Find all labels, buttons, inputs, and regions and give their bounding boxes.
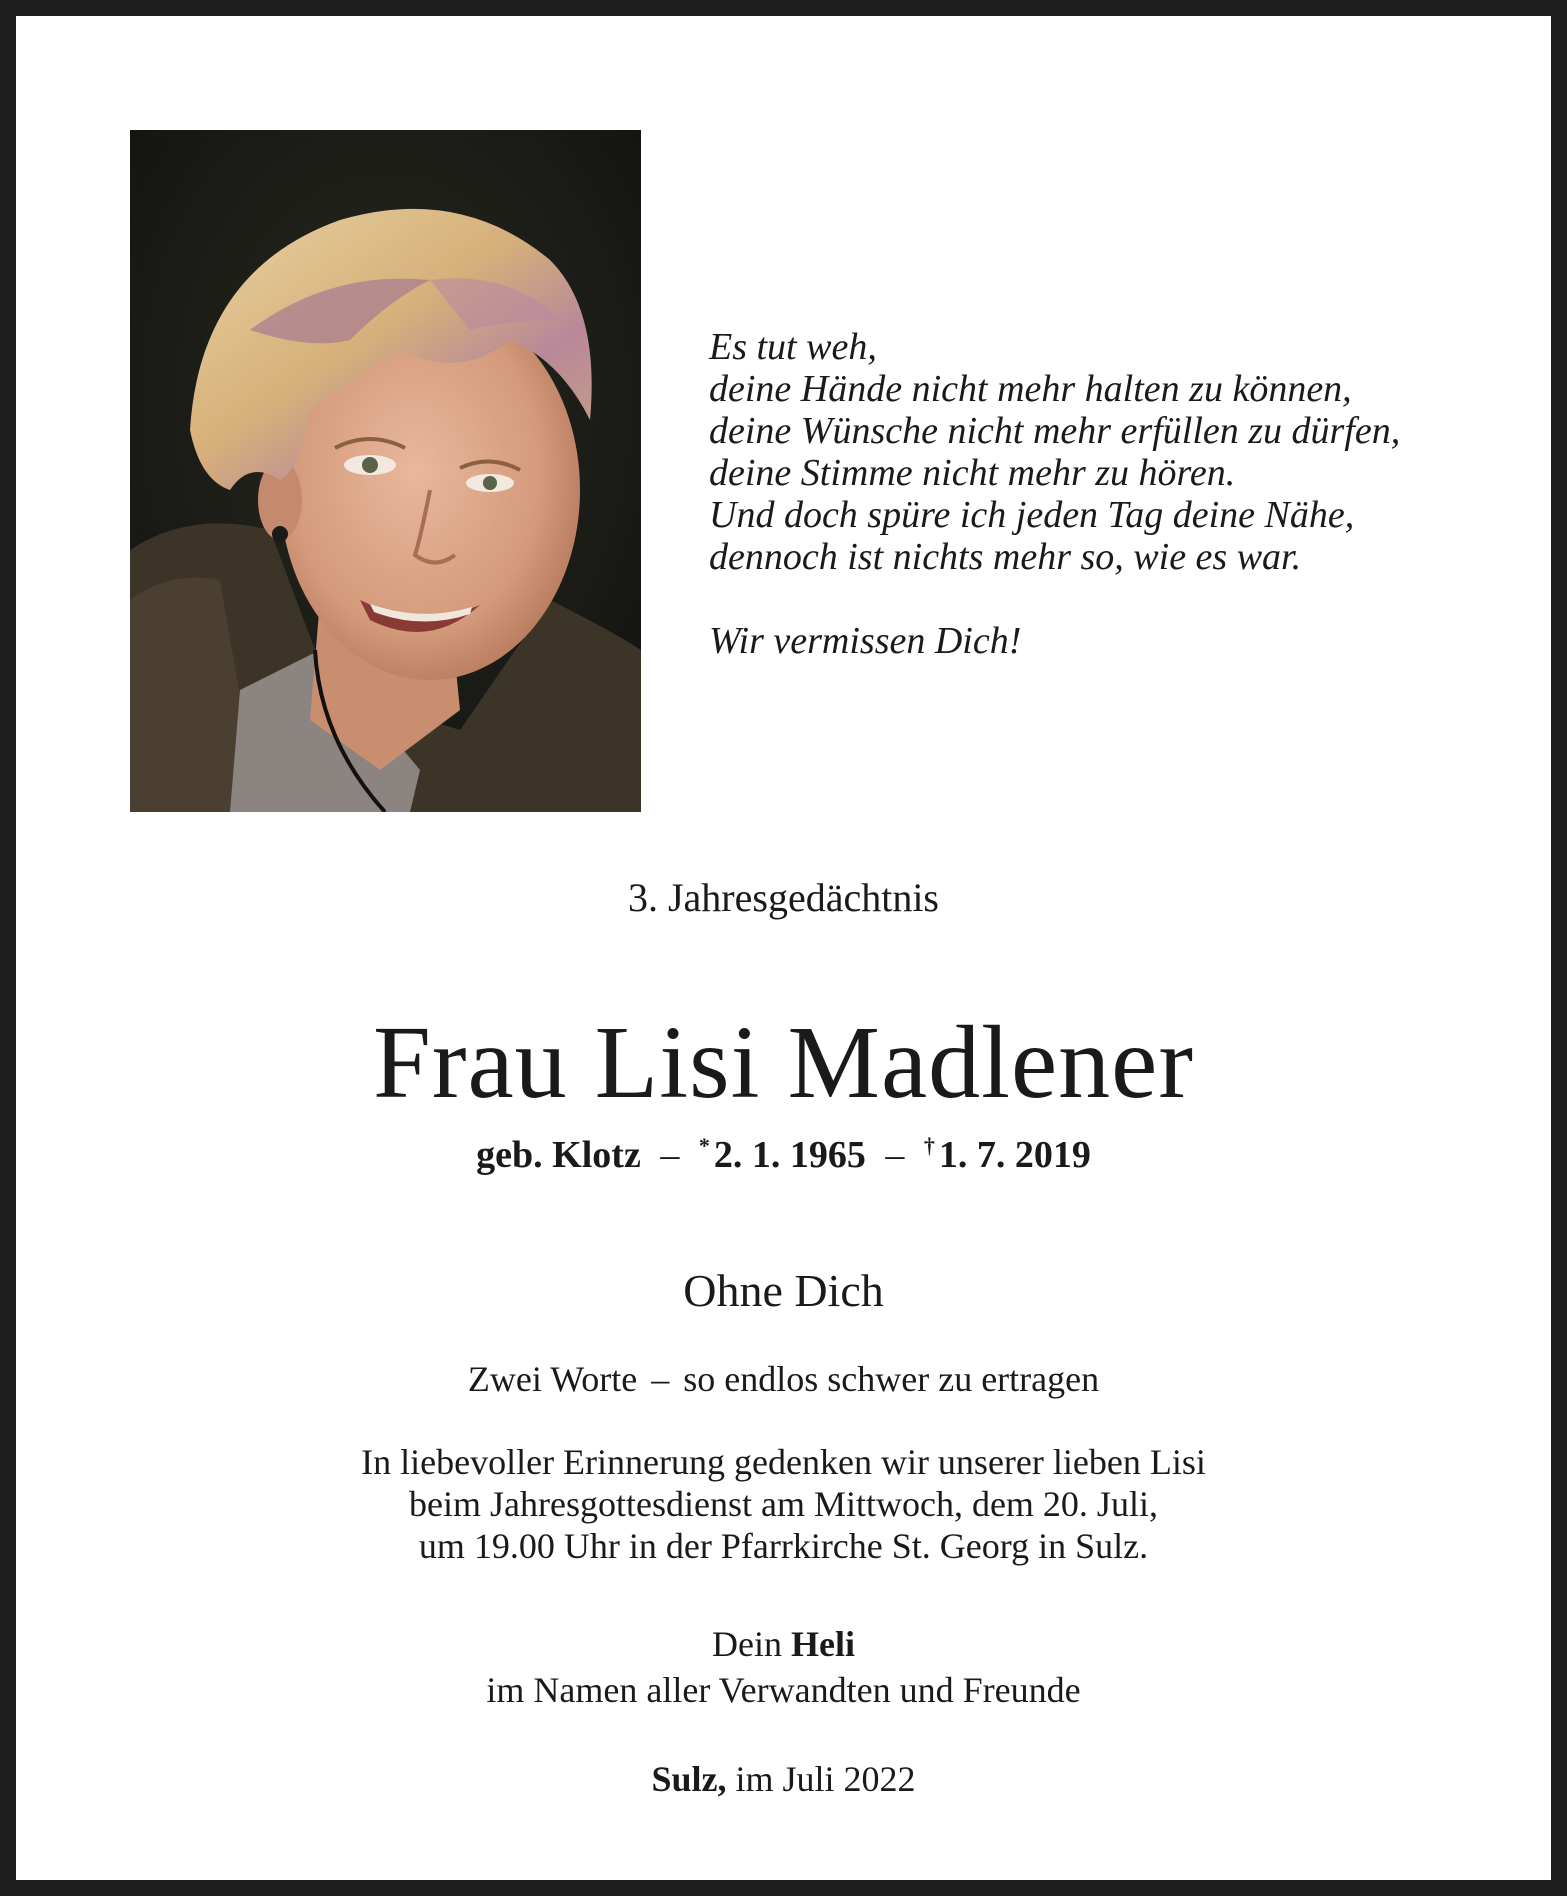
signature-prefix: Dein — [712, 1624, 782, 1664]
death-date: 1. 7. 2019 — [938, 1134, 1091, 1176]
anniversary-label: 3. Jahresgedächtnis — [627, 875, 939, 920]
deceased-name: Frau Lisi Madlener — [373, 1005, 1194, 1120]
place-date — [16, 1758, 1551, 1800]
poem-line: Und doch spüre ich jeden Tag deine Nähe, — [709, 494, 1355, 536]
signature — [16, 1621, 1551, 1713]
death-symbol: † — [923, 1133, 935, 1158]
memory-line: In liebevoller Erinnerung gedenken wir unserer lieben Lisi — [361, 1442, 1206, 1482]
poem-line: dennoch ist nichts mehr so, wie es war. — [709, 536, 1302, 578]
section-heading: Ohne Dich — [683, 1265, 884, 1316]
signature-line-1 — [16, 1621, 1551, 1667]
separator: – — [660, 1134, 680, 1176]
maiden-name: geb. Klotz — [476, 1134, 641, 1176]
poem-line: deine Wünsche nicht mehr erfüllen zu dürfen, — [709, 410, 1401, 452]
life-dates — [16, 1133, 1551, 1177]
poem-closing: Wir vermissen Dich! — [709, 620, 1022, 662]
memory-line: um 19.00 Uhr in der Pfarrkirche St. Georg in Sulz. — [418, 1526, 1149, 1566]
memory-line: beim Jahresgottesdienst am Mittwoch, dem 20. Juli, — [409, 1484, 1158, 1524]
two-words-line — [16, 1358, 1551, 1400]
poem-line: Es tut weh, — [709, 326, 877, 368]
two-words-dash: – — [651, 1359, 670, 1399]
two-words-right: so endlos schwer zu ertragen — [683, 1359, 1100, 1399]
poem — [709, 326, 1469, 662]
memorial-service-text — [16, 1441, 1551, 1567]
two-words-left: Zwei Worte — [467, 1359, 638, 1399]
place-town: Sulz, — [651, 1759, 727, 1799]
separator: – — [885, 1134, 905, 1176]
signature-line-2: im Namen aller Verwandten und Freunde — [486, 1670, 1081, 1710]
place-date-text: im Juli 2022 — [735, 1759, 916, 1799]
birth-date: 2. 1. 1965 — [713, 1134, 866, 1176]
birth-symbol: * — [698, 1133, 710, 1158]
portrait-photo — [130, 130, 641, 812]
portrait-illustration — [130, 130, 641, 812]
poem-line: deine Stimme nicht mehr zu hören. — [709, 452, 1236, 494]
poem-line: deine Hände nicht mehr halten zu können, — [709, 368, 1352, 410]
signature-name: Heli — [791, 1624, 855, 1664]
